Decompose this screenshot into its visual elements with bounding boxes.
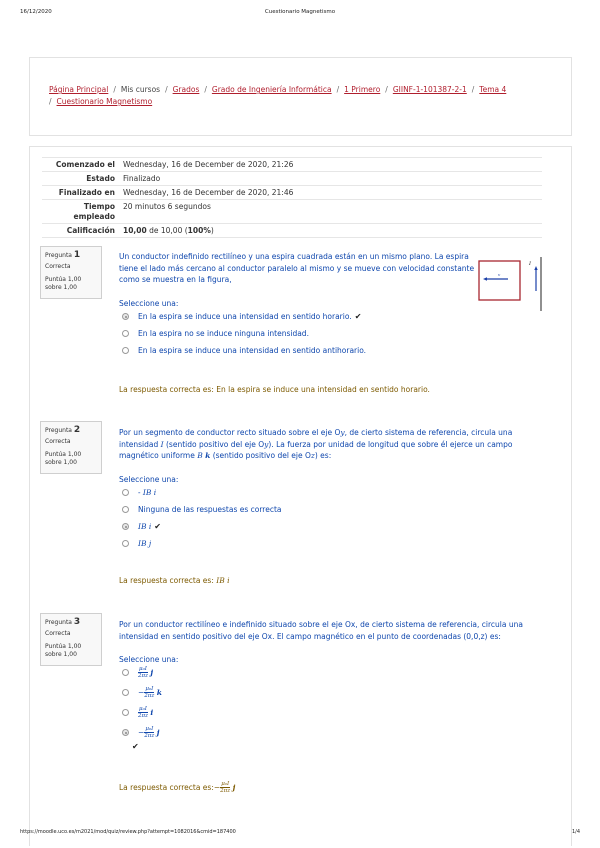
radio-selected[interactable]: [122, 729, 129, 736]
question-3-option-3[interactable]: $\frac{\text{μ₀I}}{2\pi z}$ i: [122, 706, 153, 719]
question-2-correct-answer: La respuesta correcta es: IB i: [119, 576, 230, 585]
question-1-info: Pregunta 1 Correcta Puntúa 1,00 sobre 1,00: [40, 246, 102, 299]
check-icon: ✔: [354, 312, 362, 321]
print-page-number: 1/4: [571, 829, 580, 835]
radio[interactable]: [122, 347, 129, 354]
question-2-option-4[interactable]: IB j: [122, 539, 151, 548]
breadcrumb-panel: [29, 57, 572, 136]
breadcrumb-my-courses: Mis cursos: [120, 85, 161, 94]
figure-i-label: I: [529, 261, 531, 267]
question-2-status: Correcta: [45, 438, 71, 445]
breadcrumb-quiz[interactable]: Cuestionario Magnetismo: [56, 97, 153, 106]
breadcrumb-course[interactable]: GIINF-1-101387-2-1: [392, 85, 467, 94]
question-3-correct-answer: La respuesta correcta es: − $\frac{\text{μ₀I}}{2\pi z}$ j: [119, 781, 236, 794]
question-2-select-one: Seleccione una:: [119, 475, 179, 484]
breadcrumb: Página Principal / Mis cursos / Grados / Grado de Ingeniería Informática / 1 Primero / GIINF-1-101387-2-1 / Tema 4 / Cuestionario Magnetismo: [49, 85, 507, 106]
question-3-select-one: Seleccione una:: [119, 655, 179, 664]
question-1-option-3[interactable]: En la espira se induce una intensidad en sentido antihorario.: [122, 346, 366, 355]
velocity-arrowhead: [483, 277, 487, 280]
check-icon: ✔: [132, 742, 139, 751]
breadcrumb-grados[interactable]: Grados: [172, 85, 200, 94]
summary-row-time: Tiempo empleado 20 minutos 6 segundos: [42, 200, 542, 224]
summary-row-started: Comenzado el Wednesday, 16 de December de 2020, 21:26: [42, 158, 542, 172]
question-3-points: Puntúa 1,00 sobre 1,00: [45, 643, 82, 658]
question-3-status: Correcta: [45, 630, 71, 637]
radio-selected[interactable]: [122, 523, 129, 530]
question-1-option-2[interactable]: En la espira no se induce ninguna intensidad.: [122, 329, 309, 338]
breadcrumb-topic[interactable]: Tema 4: [479, 85, 507, 94]
figure-v-label: v: [498, 272, 501, 277]
question-1-option-1[interactable]: En la espira se induce una intensidad en sentido horario. ✔: [122, 312, 361, 321]
breadcrumb-home[interactable]: Página Principal: [49, 85, 109, 94]
question-2-points: Puntúa 1,00 sobre 1,00: [45, 451, 82, 466]
question-2-info: Pregunta 2 Correcta Puntúa 1,00 sobre 1,00: [40, 421, 102, 474]
radio[interactable]: [122, 669, 129, 676]
check-icon: ✔: [154, 522, 161, 531]
question-1-correct-answer: La respuesta correcta es: En la espira se induce una intensidad en sentido horario.: [119, 385, 430, 394]
question-3-info: Pregunta 3 Correcta Puntúa 1,00 sobre 1,00: [40, 613, 102, 666]
current-arrowhead: [534, 266, 537, 270]
radio-selected[interactable]: [122, 313, 129, 320]
loop-square: [479, 261, 520, 300]
question-3-option-2[interactable]: − $\frac{\text{μ₀I}}{2\pi z}$ k: [122, 686, 162, 699]
question-3-text: Por un conductor rectilíneo e indefinido situado sobre el eje Ox, de cierto sistema de referencia, circula una intensidad en sentido positivo del eje Ox. El campo magnético en el punto de coordenadas (0,0,z) es:: [119, 620, 523, 641]
radio[interactable]: [122, 506, 129, 513]
question-2-option-1[interactable]: - IB i: [122, 488, 156, 497]
question-1-text: Un conductor indefinido rectilíneo y una espira cuadrada están en un mismo plano. La espira tiene el lado más cercano al conductor paralelo al mismo y se mueve con velocidad constante como se muestra en la figura,: [119, 252, 475, 284]
print-url: https://moodle.uco.es/m2021/mod/quiz/review.php?attempt=1082016&cmid=187400: [20, 829, 236, 835]
question-2-option-2[interactable]: Ninguna de las respuestas es correcta: [122, 505, 282, 514]
question-1-points: Puntúa 1,00 sobre 1,00: [45, 276, 82, 291]
question-2-option-3[interactable]: IB i ✔: [122, 522, 161, 531]
radio[interactable]: [122, 330, 129, 337]
question-3-option-1[interactable]: $\frac{\text{μ₀I}}{2\pi z}$ j: [122, 666, 153, 679]
breadcrumb-year[interactable]: 1 Primero: [344, 85, 381, 94]
question-1-figure: [476, 255, 548, 313]
radio[interactable]: [122, 540, 129, 547]
quiz-review-panel: [29, 146, 572, 846]
print-title: Cuestionario Magnetismo: [264, 9, 336, 15]
summary-row-grade: Calificación 10,00 de 10,00 (100%): [42, 224, 542, 238]
radio[interactable]: [122, 489, 129, 496]
radio[interactable]: [122, 689, 129, 696]
radio[interactable]: [122, 709, 129, 716]
summary-row-state: Estado Finalizado: [42, 172, 542, 186]
print-date: 16/12/2020: [20, 9, 52, 15]
breadcrumb-degree[interactable]: Grado de Ingeniería Informática: [211, 85, 332, 94]
attempt-summary-table: [42, 157, 542, 238]
summary-row-finished: Finalizado en Wednesday, 16 de December de 2020, 21:46: [42, 186, 542, 200]
question-1-status: Correcta: [45, 263, 71, 270]
question-3-option-4[interactable]: − $\frac{\text{μ₀I}}{2\pi z}$ j: [122, 726, 159, 739]
question-2-text: Por un segmento de conductor recto situado sobre el eje Oy, de cierto sistema de referencia, circula una intensidad I (sentido positivo del eje Oy). La fuerza por unidad de longitud que sobre él ejerce un campo magnético uniforme B k (sentido positivo del eje Oz) es:: [119, 428, 513, 460]
question-1-select-one: Seleccione una:: [119, 299, 179, 308]
